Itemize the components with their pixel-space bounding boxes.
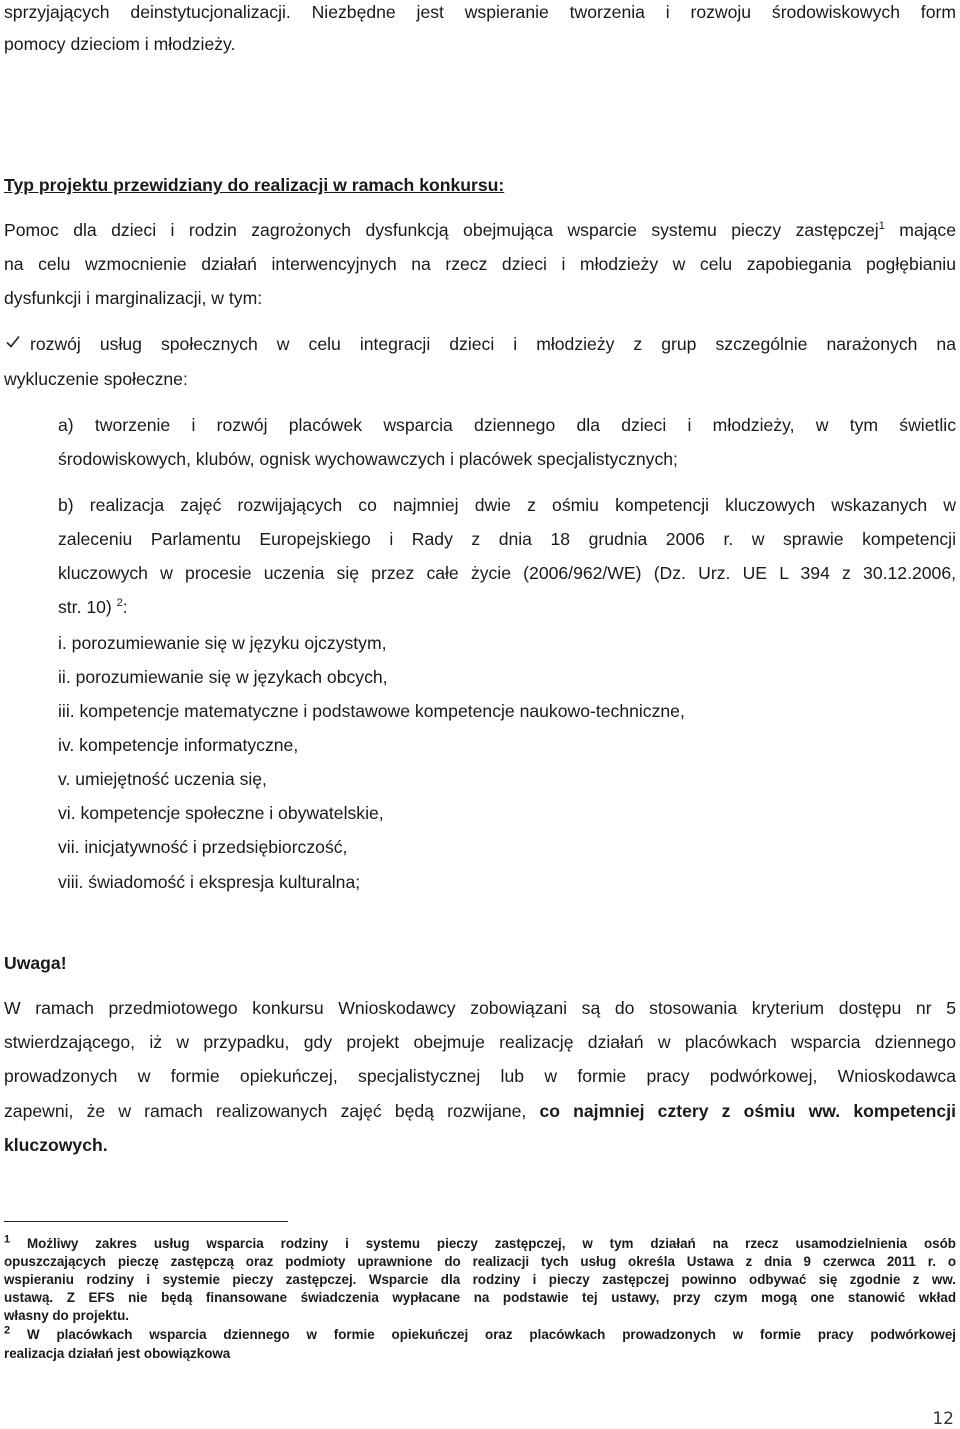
footnote-2-line-2: realizacja działań jest obowiązkowa: [4, 1346, 231, 1361]
competency-item: v. umiejętność uczenia się,: [58, 769, 267, 789]
competency-item: vi. kompetencje społeczne i obywatelskie,: [58, 803, 384, 823]
section-heading: Typ projektu przewidziany do realizacji w ramach konkursu:: [4, 175, 505, 195]
footnote-2-line-1: $^2$ W placówkach wsparcia dziennego w formie opiekuńczej oraz placówkach prowadzonych w formie pracy podwórkowej: [4, 1324, 956, 1342]
item-b-line-2: zaleceniu Parlamentu Europejskiego i Rady z dnia 18 grudnia 2006 r. w sprawie kompetencji: [58, 529, 956, 549]
bullet-line-2: wykluczenie społeczne:: [4, 369, 188, 389]
project-paragraph-line-3: dysfunkcji i marginalizacji, w tym:: [4, 288, 263, 308]
footnote-ref-2[interactable]: 2: [116, 597, 123, 610]
item-a-line-2: środowiskowych, klubów, ognisk wychowawczych i placówek specjalistycznych;: [58, 449, 678, 469]
note-line-1: W ramach przedmiotowego konkursu Wnioskodawcy zobowiązani są do stosowania kryterium dostępu nr 5: [4, 998, 956, 1018]
competency-item: vii. inicjatywność i przedsiębiorczość,: [58, 837, 348, 857]
footnote-mark-1: 1: [4, 1233, 11, 1246]
footnote-1-line-3: wspieraniu rodziny i systemie pieczy zastępczej. Wsparcie dla rodziny i pieczy zastępczej powinno odbywać się zgodnie z ww.: [4, 1272, 956, 1287]
bullet-line-1: rozwój usług społecznych w celu integracji dzieci i młodzieży z grup szczególnie narażonych na: [30, 334, 956, 354]
competency-item: iv. kompetencje informatyczne,: [58, 735, 299, 755]
note-line-4: zapewni, że w ramach realizowanych zajęć będą rozwijane, co najmniej cztery z ośmiu ww. kompetencji: [4, 1101, 956, 1121]
footnote-1-line-5: własny do projektu.: [4, 1308, 130, 1323]
footnote-1-line-2: opuszczających pieczę zastępczą oraz podmioty uprawnione do realizacji tych usług określa Ustawa z dnia 9 czerwca 2011 r. o: [4, 1254, 956, 1269]
item-a-line-1: a) tworzenie i rozwój placówek wsparcia dziennego dla dzieci i młodzieży, w tym świetlic: [58, 415, 956, 435]
intro-line-1: sprzyjających deinstytucjonalizacji. Niezbędne jest wspieranie tworzenia i rozwoju środowiskowych form: [4, 2, 956, 22]
item-b-line-4: str. 10) $^2$:: [58, 597, 128, 617]
page-number: 12: [932, 1409, 954, 1429]
project-paragraph-line-1: Pomoc dla dzieci i rodzin zagrożonych dysfunkcją obejmująca wsparcie systemu pieczy zastępczej$^1$ mające: [4, 220, 957, 240]
footnote-1-line-4: ustawą. Z EFS nie będą finansowane świadczenia wypłacane na podstawie tej ustawy, przy czym mogą one stanowić wkład: [4, 1290, 956, 1305]
footnote-separator: [4, 1221, 288, 1222]
competency-item: viii. świadomość i ekspresja kulturalna;: [58, 872, 361, 892]
item-b-line-1: b) realizacja zajęć rozwijających co najmniej dwie z ośmiu kompetencji kluczowych wskazanych w: [58, 495, 956, 515]
competency-item: iii. kompetencje matematyczne i podstawowe kompetencje naukowo-techniczne,: [58, 701, 685, 721]
footnote-1-line-1: $^1$ Możliwy zakres usług wsparcia rodziny i systemu pieczy zastępczej, w tym działań na rzecz usamodzielnienia osób: [4, 1233, 956, 1251]
footnote-ref-1[interactable]: 1: [878, 220, 885, 233]
checkmark-icon: [6, 335, 20, 349]
footnote-mark-2: 2: [4, 1324, 11, 1337]
note-line-3: prowadzonych w formie opiekuńczej, specjalistycznej lub w formie pracy podwórkowej, Wnioskodawca: [4, 1066, 956, 1086]
competency-item: i. porozumiewanie się w języku ojczystym,: [58, 633, 387, 653]
note-line-5: kluczowych.: [4, 1135, 108, 1155]
item-b-line-3: kluczowych w procesie uczenia się przez całe życie (2006/962/WE) (Dz. Urz. UE L 394 z 30.12.2006,: [58, 563, 956, 583]
intro-line-2: pomocy dzieciom i młodzieży.: [4, 34, 236, 54]
project-paragraph-line-2: na celu wzmocnienie działań interwencyjnych na rzecz dzieci i młodzieży w celu zapobiegania pogłębianiu: [4, 254, 956, 274]
competency-item: ii. porozumiewanie się w językach obcych,: [58, 667, 388, 687]
note-heading: Uwaga!: [4, 953, 67, 973]
note-line-2: stwierdzającego, iż w przypadku, gdy projekt obejmuje realizację działań w placówkach wsparcia dziennego: [4, 1032, 956, 1052]
